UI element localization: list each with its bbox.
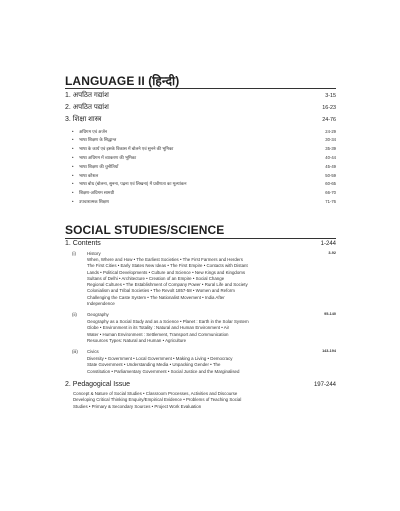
sub-item-page: 40-44: [325, 154, 336, 160]
topic-line: Resources Types: Natural and Human • Agriculture: [87, 337, 187, 343]
subject-label: Civics: [87, 348, 99, 354]
sub-item-page: 66-70: [325, 190, 336, 196]
topic-line: Regional Cultures • The Establishment of Company Power • Rural Life and Society: [87, 282, 248, 288]
sub-item-label: भाषा शिक्षण के सिद्धान्त: [79, 137, 117, 143]
sub-item-label: भाषा कौशल: [79, 172, 99, 178]
topic-line: Developing Critical Thinking Enquiry/Empirical Evidence • Problems of Teaching Social: [73, 397, 242, 403]
topic-line: Independence: [87, 301, 115, 307]
sub-item-page: 45-49: [325, 163, 336, 169]
subject-label: History: [87, 250, 101, 256]
history-topics: [87, 257, 282, 307]
bullet-icon: •: [72, 181, 74, 187]
language-section-title: LANGUAGE II (हिन्दी): [65, 74, 180, 88]
subject-page: 3-92: [328, 250, 336, 255]
toc-page: 197-244: [313, 381, 336, 388]
topic-line: When, Where and How • The Earliest Societies • The First Farmers and Herders: [87, 257, 243, 262]
bullet-icon: •: [72, 128, 74, 134]
civics-topics: [87, 356, 282, 375]
sub-item-page: 30-34: [325, 137, 336, 143]
roman-numeral: (iii): [72, 348, 78, 354]
bullet-icon: •: [72, 163, 74, 169]
sub-item-label: भाषा के कार्य एवं इसके विकास में बोलने एवं सुनने की भूमिका: [79, 146, 174, 152]
sub-item-label: भाषा शिक्षण की चुनौतियाँ: [79, 163, 119, 169]
subject-page: 143-194: [322, 348, 336, 353]
sub-item-page: 60-65: [325, 181, 336, 187]
toc-page: 16-23: [322, 105, 336, 111]
toc-label: 2. अपठित पद्यांश: [65, 104, 109, 111]
sub-item-label: भाषा बोध (बोलना, सुनना, पढ़ना एवं लिखना) में प्रवीणता का मूल्यांकन: [79, 181, 187, 187]
sub-item-page: 35-39: [325, 146, 336, 152]
sub-item-page: 24-29: [325, 128, 336, 134]
topic-line: Challenging the Caste System • The Nationalist Movement • India After: [87, 294, 225, 300]
bullet-icon: •: [72, 172, 74, 178]
bullet-icon: •: [72, 198, 74, 204]
topic-line: Studies • Primary & Secondary Sources • Project Work Evaluation: [73, 403, 202, 409]
pedagogical-topics: [73, 391, 288, 410]
topic-line: Colonialism and Tribal Societies • The Revolt 1857-58 • Women and Reform: [87, 288, 235, 294]
roman-numeral: (i): [72, 250, 76, 256]
toc-label: 1. अपठित गद्यांश: [65, 92, 109, 99]
toc-label: 2. Pedagogical Issue: [65, 380, 130, 388]
bullet-icon: •: [72, 137, 74, 143]
sub-item-label: अधिगम एवं अर्जन: [79, 128, 108, 134]
bullet-icon: •: [72, 190, 74, 196]
sub-item-label: उपचारात्मक शिक्षण: [79, 198, 109, 204]
toc-label: 1. Contents: [65, 239, 101, 247]
topic-line: Water • Human Environment : Settlement, Transport and Communication: [87, 331, 229, 337]
toc-page: 1-244: [320, 240, 336, 247]
topic-line: Geography as a Social Study and as a Science • Planet : Earth in the Solar System: [87, 319, 249, 324]
topic-line: Concept & Nature of Social Studies • Classroom Processes, Activities and Discourse: [73, 391, 238, 396]
sub-item-label: शिक्षण-अधिगम सामग्री: [79, 190, 114, 196]
bullet-icon: •: [72, 154, 74, 160]
toc-page: 24-76: [322, 117, 336, 123]
roman-numeral: (ii): [72, 311, 77, 317]
social-title-rule: [65, 238, 336, 239]
sub-item-label: भाषा अधिगम में व्याकरण की भूमिका: [79, 154, 137, 160]
topic-line: Sultans of Delhi • Architecture • Creation of an Empire • Social Change: [87, 275, 225, 281]
toc-page: 3-15: [325, 93, 336, 99]
topic-line: Globe • Environment in its Totality : Natural and Human Environment • Air: [87, 325, 230, 331]
social-section-title: SOCIAL STUDIES/SCIENCE: [65, 223, 225, 237]
topic-line: Diversity • Government • Local Government • Making a Living • Democracy: [87, 356, 233, 361]
topic-line: Constitution • Parliamentary Government • Social Justice and the Marginalised: [87, 368, 240, 374]
geography-topics: [87, 319, 282, 344]
subject-label: Geography: [87, 311, 109, 317]
toc-label: 3. शिक्षा शास्त्र: [65, 116, 102, 123]
topic-line: Lands • Political Developments • Culture and Science • New Kings and Kingdoms: [87, 269, 246, 275]
sub-item-page: 50-59: [325, 172, 336, 178]
topic-line: The First Cities • Early States New Ideas • The First Empire • Contacts with Distant: [87, 263, 248, 269]
language-title-rule: [65, 88, 336, 89]
bullet-icon: •: [72, 146, 74, 152]
topic-line: State Government • Understanding Media • Unpacking Gender • The: [87, 362, 221, 368]
sub-item-page: 71-76: [325, 198, 336, 204]
subject-page: 95-140: [324, 311, 336, 316]
